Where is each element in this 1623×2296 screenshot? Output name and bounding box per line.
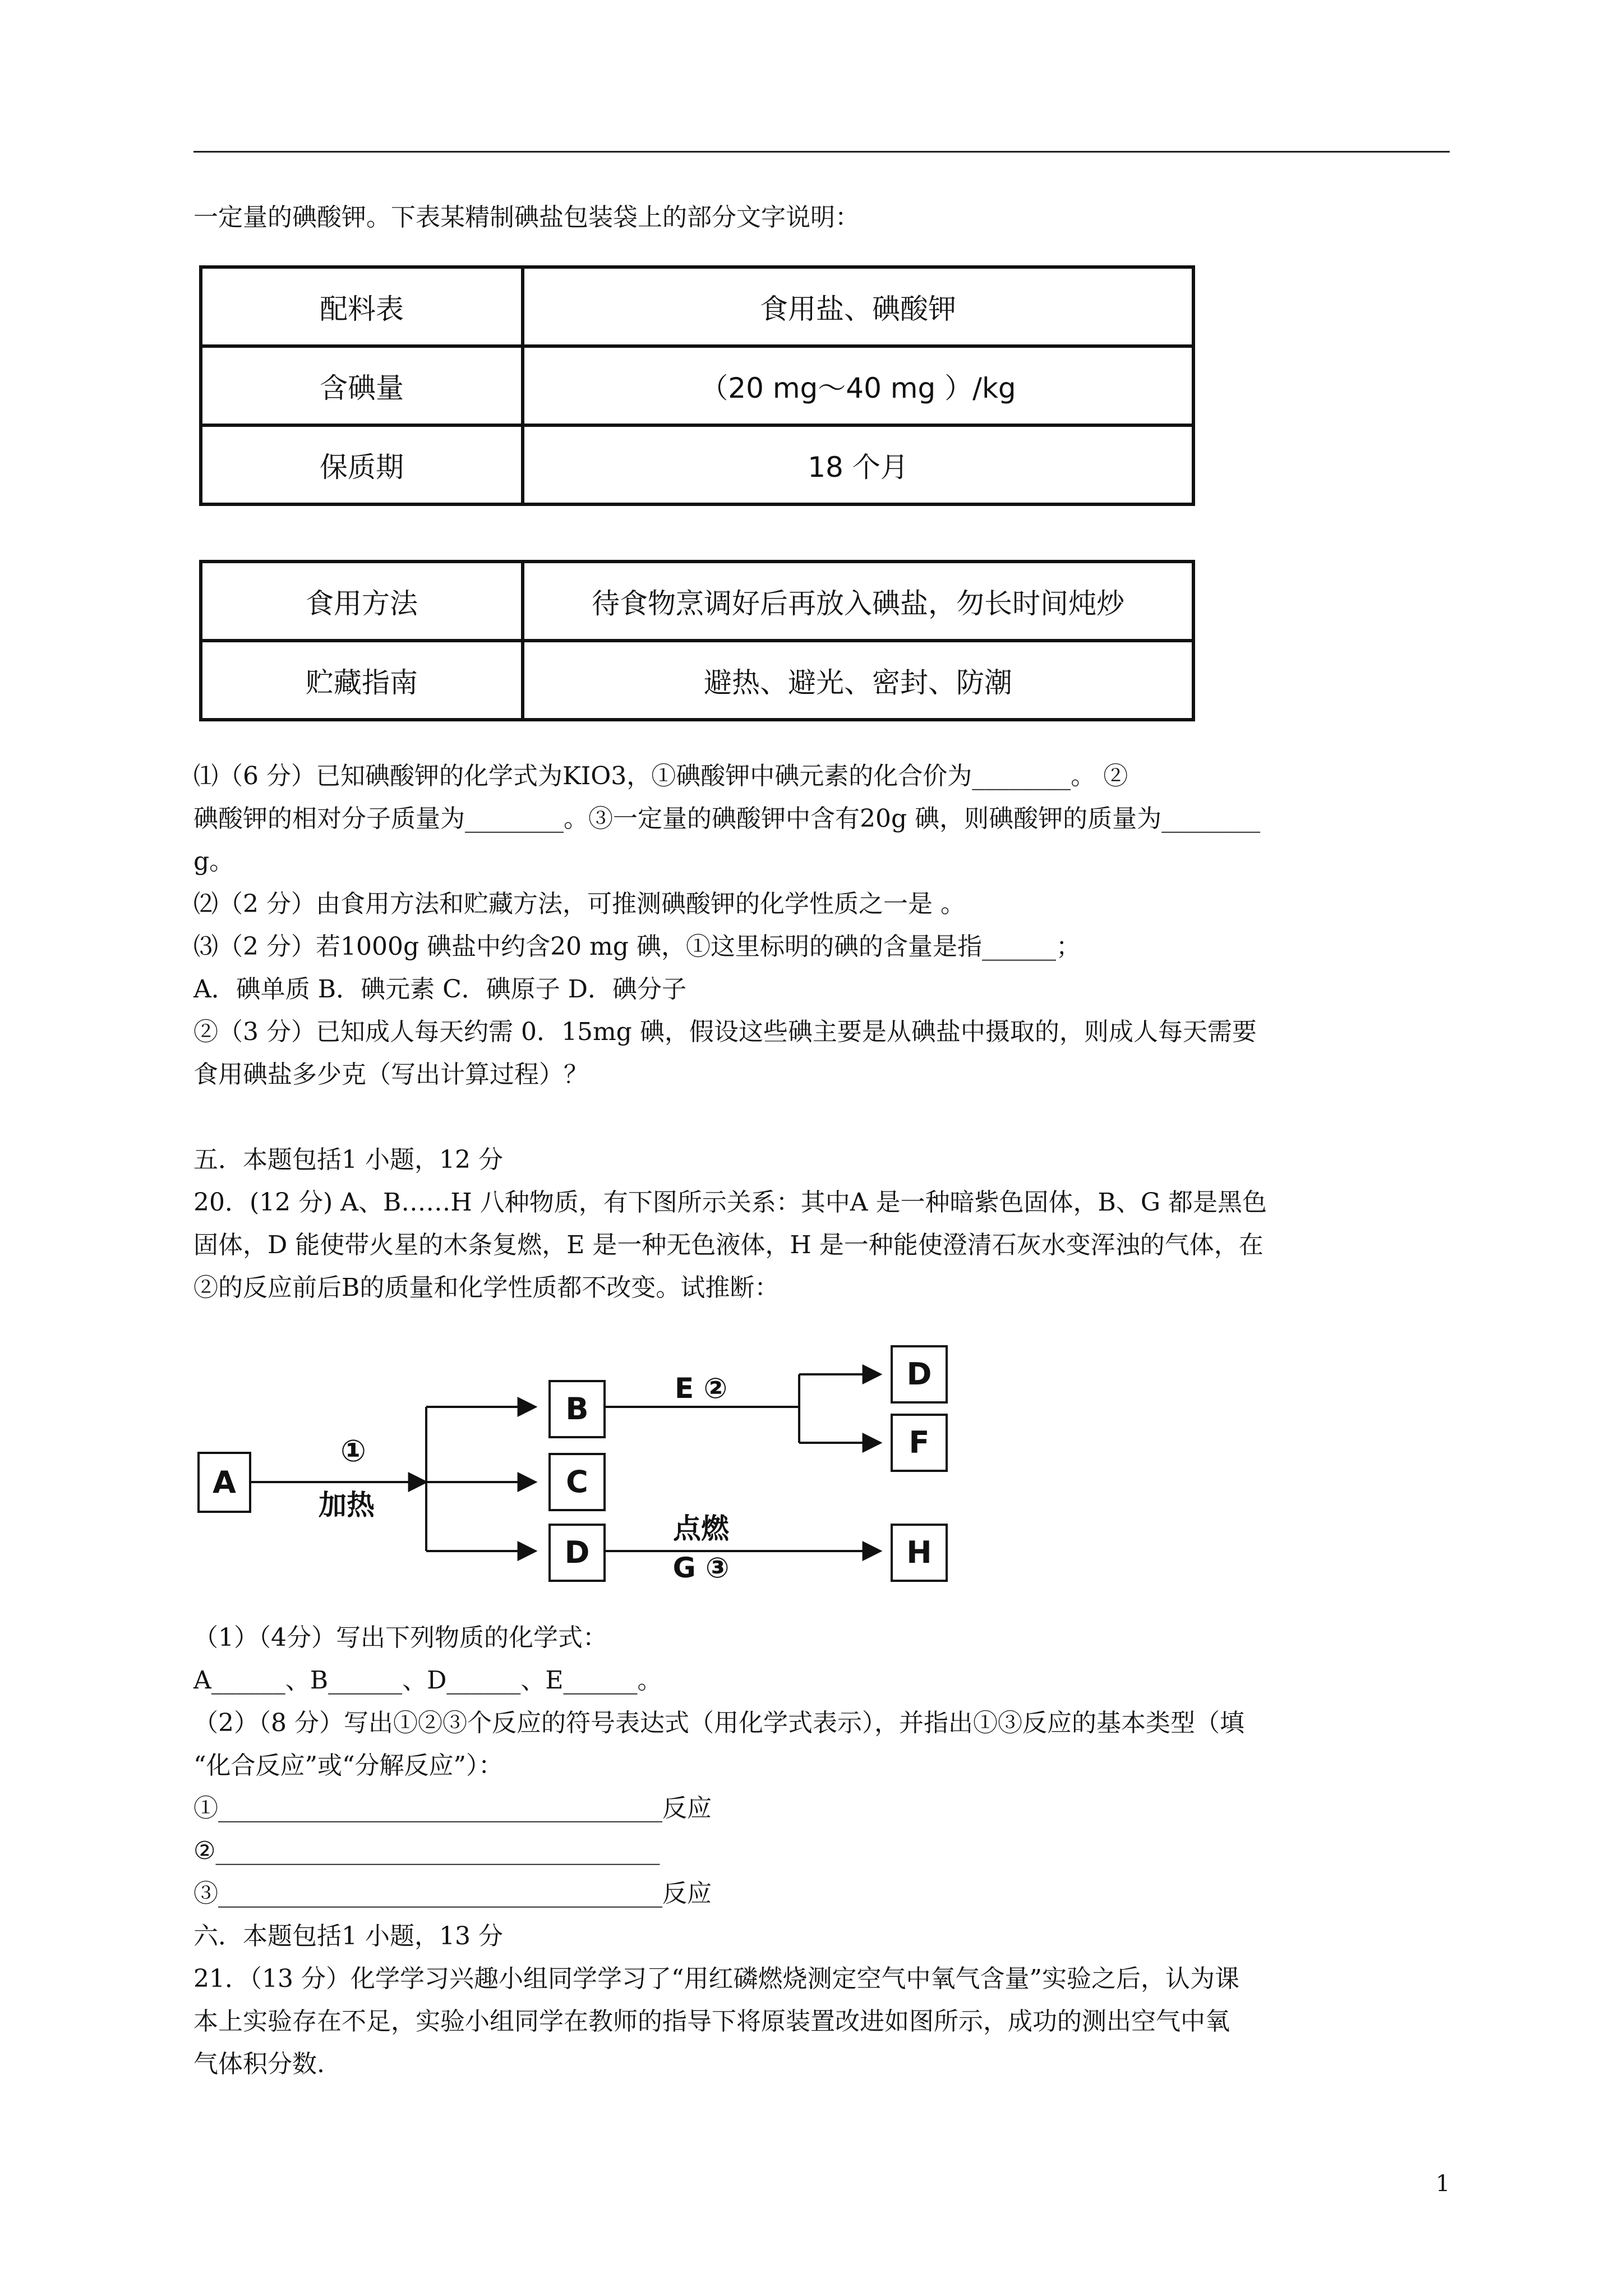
table-value: （20 mg～40 mg ）/kg [523, 346, 1193, 425]
reaction-diagram [191, 1335, 976, 1588]
q21-line1: 21．（13 分）化学学习兴趣小组同学学习了“用红磷燃烧测定空气中氧气含量”实验之后，认为课 [193, 1964, 1239, 1993]
header-rule [193, 151, 1450, 153]
q20-reaction1: ①____________________________________反应 [193, 1794, 712, 1823]
q19-part4-line1: ②（3 分）已知成人每天约需 0．15mg 碘，假设这些碘主要是从碘盐中摄取的，则成人每天需要 [193, 1018, 1257, 1046]
table-row [201, 562, 1193, 641]
q19-part1-line1: ⑴（6 分）已知碘酸钾的化学式为KIO3，①碘酸钾中碘元素的化合价为________。 ② [193, 762, 1128, 790]
q19-part2: ⑵（2 分）由食用方法和贮藏方法，可推测碘酸钾的化学性质之一是 。 [193, 890, 965, 918]
page-number: 1 [1436, 2171, 1450, 2197]
table-value: 避热、避光、密封、防潮 [523, 641, 1193, 720]
q20-sub2-line2: “化合反应”或“分解反应”）： [193, 1751, 503, 1780]
label-heat: 加热 [319, 1489, 375, 1521]
q19-part1-line3: g。 [193, 847, 234, 876]
q21-line3: 气体积分数. [193, 2050, 325, 2078]
label-d2: D [906, 1356, 932, 1392]
label-c: C [566, 1464, 588, 1499]
label-b: B [565, 1391, 589, 1427]
salt-info-table-2 [199, 560, 1195, 721]
table-row [201, 641, 1193, 720]
table-key: 贮藏指南 [201, 641, 523, 720]
section5-heading: 五．本题包括1 小题，12 分 [193, 1145, 503, 1174]
q20-line2: 固体，D 能使带火星的木条复燃，E 是一种无色液体，H 是一种能使澄清石灰水变浑浊的气体，在 [193, 1231, 1264, 1259]
table-key: 含碘量 [201, 346, 523, 425]
q19-part3: ⑶（2 分）若1000g 碘盐中约含20 mg 碘，①这里标明的碘的含量是指______； [193, 932, 1081, 961]
label-g3: G ③ [672, 1552, 730, 1584]
table-row [201, 346, 1193, 425]
label-h: H [906, 1535, 932, 1570]
label-d: D [564, 1535, 590, 1570]
q20-sub1-blanks: A______、B______、D______、E______。 [193, 1666, 662, 1695]
table-row [201, 267, 1193, 346]
q21-line2: 本上实验存在不足，实验小组同学在教师的指导下将原装置改进如图所示，成功的测出空气中氧 [193, 2007, 1230, 2036]
table-key: 保质期 [201, 425, 523, 504]
label-a: A [213, 1465, 236, 1500]
label-f: F [909, 1425, 930, 1460]
q20-line3: ②的反应前后B的质量和化学性质都不改变。试推断： [193, 1273, 780, 1302]
table-key: 食用方法 [201, 562, 523, 641]
q19-options: A．碘单质 B．碘元素 C．碘原子 D．碘分子 [193, 975, 687, 1004]
label-e2: E ② [675, 1372, 727, 1405]
q20-sub1: （1）（4分）写出下列物质的化学式： [193, 1623, 607, 1652]
table-row [201, 425, 1193, 504]
q20-reaction2: ②____________________________________ [193, 1837, 660, 1865]
q20-reaction3: ③____________________________________反应 [193, 1879, 712, 1908]
table-value: 食用盐、碘酸钾 [523, 267, 1193, 346]
table-key: 配料表 [201, 267, 523, 346]
label-ignite: 点燃 [673, 1512, 729, 1545]
table-value: 待食物烹调好后再放入碘盐，勿长时间炖炒 [523, 562, 1193, 641]
q20-sub2-line1: （2）（8 分）写出①②③个反应的符号表达式（用化学式表示），并指出①③反应的基本类型（填 [193, 1709, 1244, 1737]
q20-line1: 20．(12 分) A、B……H 八种物质，有下图所示关系：其中A 是一种暗紫色固体，B、G 都是黑色 [193, 1188, 1267, 1217]
salt-info-table-1 [199, 265, 1195, 506]
label-circ1: ① [340, 1433, 366, 1469]
q19-part1-line2: 碘酸钾的相对分子质量为________。③一定量的碘酸钾中含有20g 碘，则碘酸钾的质量为________ [193, 804, 1261, 833]
table-value: 18 个月 [523, 425, 1193, 504]
q19-part4-line2: 食用碘盐多少克（写出计算过程）？ [193, 1060, 588, 1089]
intro-text: 一定量的碘酸钾。下表某精制碘盐包装袋上的部分文字说明： [193, 203, 860, 232]
section6-heading: 六．本题包括1 小题，13 分 [193, 1922, 503, 1950]
